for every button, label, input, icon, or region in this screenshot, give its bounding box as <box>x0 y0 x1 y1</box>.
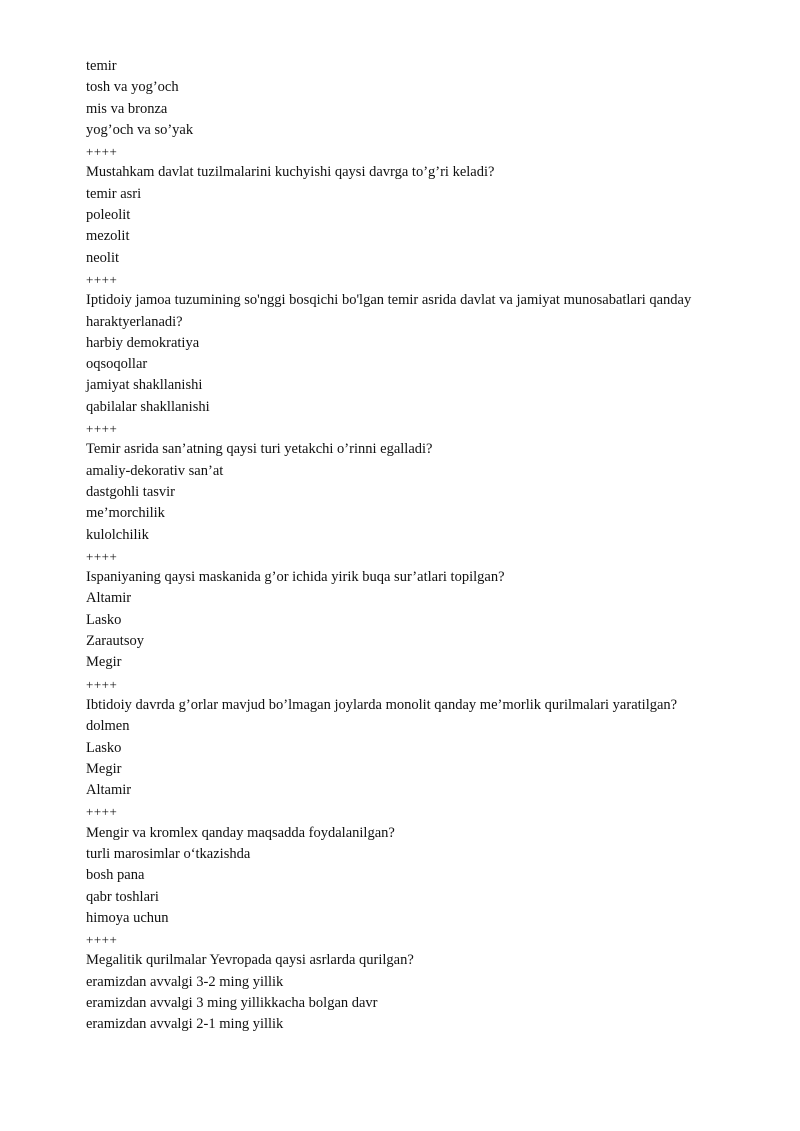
separator: ++++ <box>86 932 118 948</box>
text-line: eramizdan avvalgi 3-2 ming yillik <box>86 973 284 990</box>
text-line: qabr toshlari <box>86 888 159 905</box>
text-line: mis va bronza <box>86 100 168 117</box>
text-line: tosh va yog’och <box>86 79 179 96</box>
text-line: eramizdan avvalgi 2-1 ming yillik <box>86 1016 284 1033</box>
text-line: eramizdan avvalgi 3 ming yillikkacha bolgan davr <box>86 995 378 1012</box>
separator: ++++ <box>86 676 118 692</box>
document-page <box>86 56 776 1036</box>
text-line: kulolchilik <box>86 526 149 543</box>
text-line: Lasko <box>86 739 122 756</box>
separator: ++++ <box>86 271 118 287</box>
text-line: jamiyat shakllanishi <box>86 377 203 394</box>
text-line: amaliy-dekorativ san’at <box>86 462 224 479</box>
question-text: Temir asrida san’atning qaysi turi yetakchi o’rinni egalladi? <box>86 441 433 458</box>
text-line: me’morchilik <box>86 505 165 522</box>
text-line: Altamir <box>86 782 132 799</box>
separator: ++++ <box>86 421 118 437</box>
text-line: Lasko <box>86 611 122 628</box>
text-line: Megir <box>86 760 122 777</box>
text-line: dastgohli tasvir <box>86 483 176 500</box>
question-text: Iptidoiy jamoa tuzumining so'nggi bosqichi bo'lgan temir asrida davlat va jamiyat munosabatlari qanday haraktyerlanadi? <box>86 292 692 330</box>
text-line: Zarautsoy <box>86 633 144 650</box>
separator: ++++ <box>86 144 118 160</box>
text-line: qabilalar shakllanishi <box>86 398 210 415</box>
question-text: Megalitik qurilmalar Yevropada qaysi asrlarda qurilgan? <box>86 952 414 969</box>
text-line: yog’och va so’yak <box>86 121 194 138</box>
text-line: poleolit <box>86 207 131 224</box>
text-line: oqsoqollar <box>86 356 148 373</box>
text-line: Altamir <box>86 590 132 607</box>
separator: ++++ <box>86 548 118 564</box>
text-line: turli marosimlar o‘tkazishda <box>86 845 251 862</box>
text-line: Megir <box>86 654 122 671</box>
question-text: Ispaniyaning qaysi maskanida g’or ichida yirik buqa sur’atlari topilgan? <box>86 569 505 586</box>
question-text: Mengir va kromlex qanday maqsadda foydalanilgan? <box>86 824 395 841</box>
question-text: Mustahkam davlat tuzilmalarini kuchyishi qaysi davrga to’g’ri keladi? <box>86 164 495 181</box>
text-line: bosh pana <box>86 867 145 884</box>
question-text: Ibtidoiy davrda g’orlar mavjud bo’lmagan joylarda monolit qanday me’morlik qurilmalari yaratilgan? <box>86 696 678 713</box>
text-line: temir asri <box>86 185 142 202</box>
text-line: himoya uchun <box>86 909 169 926</box>
separator: ++++ <box>86 804 118 820</box>
text-line: mezolit <box>86 228 130 245</box>
text-line: dolmen <box>86 718 130 735</box>
text-line: harbiy demokratiya <box>86 334 200 351</box>
text-line: neolit <box>86 249 120 266</box>
text-line: temir <box>86 58 117 74</box>
